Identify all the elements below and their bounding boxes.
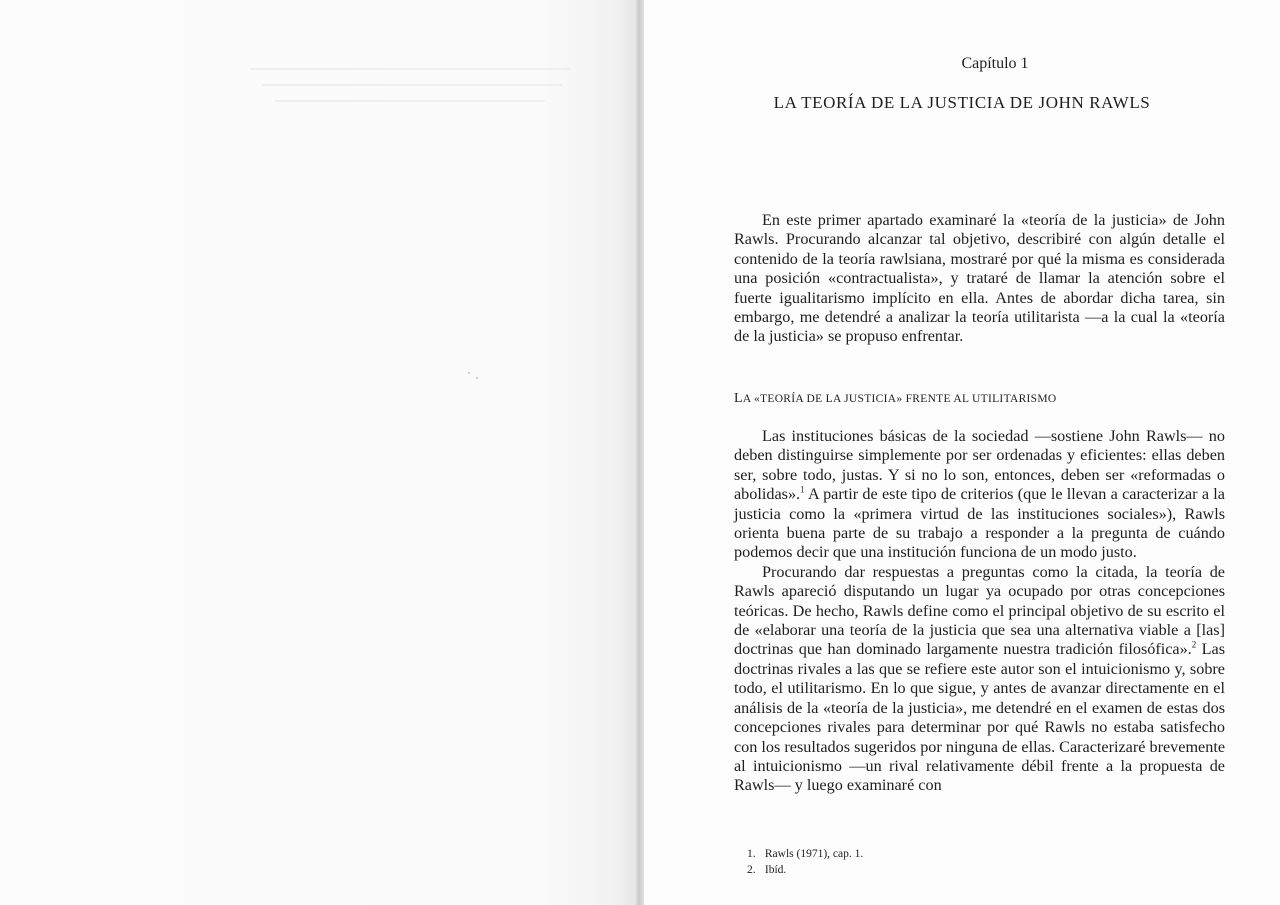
footnotes (747, 847, 863, 878)
footnote-reference: 1 (800, 484, 805, 495)
paragraph (734, 427, 1225, 563)
footnote-text: Ibíd. (764, 863, 787, 876)
section-heading-initial: L (734, 391, 743, 406)
section-heading (734, 391, 1057, 407)
chapter-label: Capítulo 1 (961, 55, 1029, 72)
footnote-number: 2. (747, 863, 756, 876)
paragraph-text: Procurando dar respuestas a preguntas como la citada, la teoría de Rawls apareció disputando un lugar ya ocupado por otras concepciones teóricas. De hecho, Rawls define como el principal objetivo de su escrito el de «elaborar una teoría de la justicia que sea una alternativa viable a [las] doctrinas que han dominado largamente nuestra tradición filosófica». (734, 562, 1225, 659)
paper-speck (468, 372, 470, 374)
footnote-reference: 2 (1191, 640, 1197, 651)
paragraph-text: A partir de este tipo de criterios (que le llevan a caracterizar a la justicia como la «primera virtud de las instituciones sociales»), Rawls orienta buena parte de su trabajo a responder a la pregunta de cuándo podemos decir que una institución funciona de un modo justo. (734, 485, 1225, 562)
bleed-through-line (275, 100, 545, 102)
paragraph-text: Las doctrinas rivales a las que se refiere este autor son el intuicionismo y, sobre todo, el utilitarismo. En lo que sigue, y antes de avanzar directamente en el análisis de la «teoría de la justicia», me detendré en el examen de estas dos concepciones rivales para determinar por qué Rawls no estaba satisfecho con los resultados sugeridos por ninguna de ellas. Caracterizaré brevemente al intuicionismo —un rival relativamente débil frente a la propuesta de Rawls— y luego examinaré con (734, 640, 1225, 795)
footnote (747, 863, 863, 879)
paper-speck (476, 377, 478, 379)
footnote-text: Rawls (1971), cap. 1. (764, 848, 864, 860)
intro-section (734, 211, 1225, 347)
footnote-number: 1. (747, 848, 756, 860)
left-page (0, 0, 636, 905)
intro-paragraph: En este primer apartado examinaré la «teoría de la justicia» de John Rawls. Procurando alcanzar tal objetivo, describiré con algún detalle el contenido de la teoría rawlsiana, mostraré por qué la misma es considerada una posición «contractualista», y trataré de llamar la atención sobre el fuerte igualitarismo implícito en ella. Antes de abordar dicha tarea, sin embargo, me detendré a analizar la teoría utilitarista —a la cual la «teoría de la justicia» se propuso enfrentar. (734, 211, 1225, 346)
main-text (734, 427, 1225, 796)
paragraph-text: Las instituciones básicas de la sociedad —sostiene John Rawls— no deben distinguirse simplemente por ser ordenadas y eficientes: ellas deben ser, sobre todo, justas. Y si no lo son, entonces, deben ser «reformadas o abolidas». (734, 427, 1225, 504)
chapter-title: LA TEORÍA DE LA JUSTICIA DE JOHN RAWLS (773, 93, 1151, 112)
book-gutter (636, 0, 644, 905)
right-page (644, 0, 1280, 905)
section-heading-text: A «TEORÍA DE LA JUSTICIA» FRENTE AL UTILITARISMO (742, 393, 1057, 405)
paragraph (734, 563, 1225, 796)
bleed-through-line (262, 84, 562, 86)
bleed-through-line (250, 68, 570, 70)
footnote (747, 847, 863, 863)
